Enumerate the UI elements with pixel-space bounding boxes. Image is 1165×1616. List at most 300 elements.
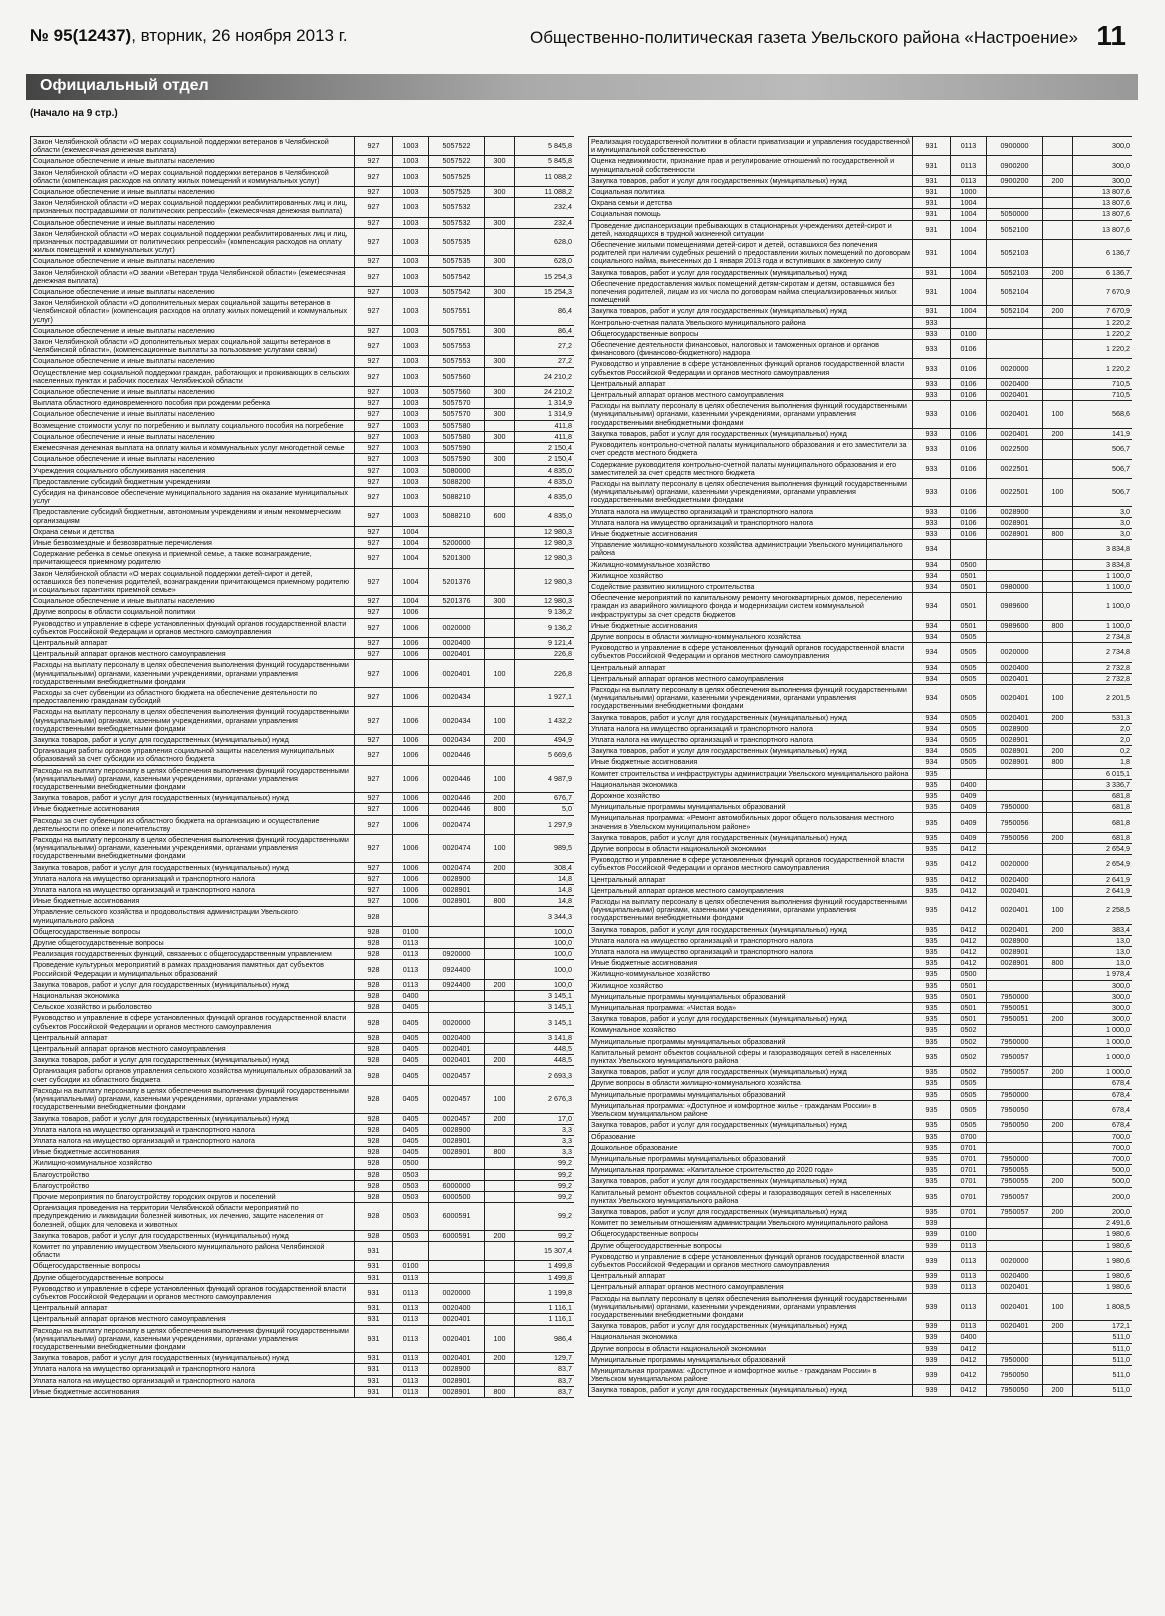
row-ministry: 935 [913,1165,951,1176]
row-ministry: 939 [913,1240,951,1251]
row-amount: 6 015,1 [1073,768,1133,779]
row-expense-type: 800 [485,1386,515,1397]
row-ministry: 935 [913,1176,951,1187]
row-name: Социальная политика [589,187,913,198]
row-expense-type: 200 [1043,712,1073,723]
row-target: 0020400 [987,1271,1043,1282]
row-ministry: 939 [913,1282,951,1293]
row-name: Закупка товаров, работ и услуг для государственных (муниципальных) нужд [31,793,355,804]
row-section: 0106 [951,378,987,389]
row-target: 0028901 [987,517,1043,528]
row-ministry: 931 [913,198,951,209]
row-name: Муниципальные программы муниципальных образований [589,1153,913,1164]
row-expense-type: 100 [485,765,515,793]
row-expense-type [1043,1332,1073,1343]
row-expense-type [1043,593,1073,621]
row-section: 1006 [393,793,429,804]
row-target: 0028900 [429,873,485,884]
row-amount: 1 100,0 [1073,581,1133,592]
row-target: 7950055 [987,1165,1043,1176]
table-row [31,862,575,873]
table-row [589,935,1133,946]
row-expense-type [1043,662,1073,673]
row-ministry: 931 [913,267,951,278]
row-section: 1004 [393,526,429,537]
row-ministry: 928 [355,1147,393,1158]
row-section: 0505 [951,712,987,723]
row-ministry: 928 [355,1013,393,1032]
table-row [589,844,1133,855]
row-amount: 1 978,4 [1073,969,1133,980]
table-row [31,549,575,568]
row-ministry: 933 [913,390,951,401]
row-section: 0505 [951,1078,987,1089]
row-expense-type: 300 [485,156,515,167]
table-row [589,768,1133,779]
row-ministry: 934 [913,620,951,631]
table-row [589,1153,1133,1164]
table-row [31,409,575,420]
row-section: 0113 [393,1314,429,1325]
row-ministry: 928 [355,1230,393,1241]
table-row [31,325,575,336]
table-row [589,428,1133,439]
row-section: 0113 [951,1240,987,1251]
table-row [31,367,575,386]
row-expense-type [1043,1282,1073,1293]
table-row [589,328,1133,339]
row-name: Социальное обеспечение и иные выплаты населению [31,325,355,336]
row-section: 0505 [951,631,987,642]
table-row [31,431,575,442]
row-amount: 2 258,5 [1073,897,1133,925]
row-ministry: 933 [913,506,951,517]
table-row [589,991,1133,1002]
row-expense-type: 800 [1043,528,1073,539]
row-section: 0701 [951,1142,987,1153]
row-target: 5057580 [429,431,485,442]
row-target: 5057570 [429,398,485,409]
row-name: Закупка товаров, работ и услуг для государственных (муниципальных) нужд [589,924,913,935]
row-target [429,1272,485,1283]
row-name: Социальное обеспечение и иные выплаты населению [31,217,355,228]
row-amount: 0,2 [1073,746,1133,757]
table-row [31,1203,575,1231]
row-ministry: 927 [355,873,393,884]
row-name: Иные бюджетные ассигнования [589,528,913,539]
row-section: 0113 [393,1386,429,1397]
row-target [987,540,1043,559]
row-target: 5057532 [429,198,485,217]
row-section: 1003 [393,398,429,409]
table-row [31,465,575,476]
row-section: 0505 [951,1089,987,1100]
row-section: 0701 [951,1153,987,1164]
table-row [589,791,1133,802]
table-row [589,340,1133,359]
row-target [987,187,1043,198]
row-amount: 172,1 [1073,1321,1133,1332]
row-amount: 6 136,7 [1073,240,1133,268]
row-target: 5057532 [429,217,485,228]
row-amount: 1 116,1 [515,1314,575,1325]
table-row [589,1078,1133,1089]
row-amount: 308,4 [515,862,575,873]
row-ministry: 928 [355,1180,393,1191]
row-amount: 1 000,0 [1073,1047,1133,1066]
row-target [987,1218,1043,1229]
row-expense-type: 300 [485,356,515,367]
row-target [987,559,1043,570]
row-name: Сельское хозяйство и рыболовство [31,1002,355,1013]
row-section: 1006 [393,649,429,660]
table-row [589,1282,1133,1293]
row-expense-type [1043,1142,1073,1153]
row-expense-type [485,1272,515,1283]
table-row [31,1230,575,1241]
row-amount: 448,5 [515,1044,575,1055]
row-name: Ежемесячная денежная выплата на оплату жилья и коммунальных услуг многодетной семье [31,443,355,454]
row-section: 0106 [951,359,987,378]
row-ministry: 935 [913,980,951,991]
row-target: 5201376 [429,568,485,596]
row-section: 0412 [951,958,987,969]
table-row [589,723,1133,734]
table-row [31,835,575,863]
row-ministry: 931 [913,187,951,198]
row-name: Центральный аппарат [589,378,913,389]
row-name: Муниципальные программы муниципальных образований [589,1089,913,1100]
row-name: Общегосударственные вопросы [589,1229,913,1240]
table-row [31,420,575,431]
row-target [429,1261,485,1272]
row-target: 0020446 [429,765,485,793]
table-row [589,684,1133,712]
table-row [589,779,1133,790]
row-amount: 1 927,1 [515,687,575,706]
table-row [31,526,575,537]
row-name: Центральный аппарат [589,874,913,885]
row-amount: 511,0 [1073,1354,1133,1365]
row-expense-type: 300 [485,256,515,267]
row-amount: 2 641,9 [1073,874,1133,885]
row-expense-type [1043,1025,1073,1036]
row-amount: 628,0 [515,228,575,256]
row-amount: 1 314,9 [515,398,575,409]
row-target: 0020401 [987,673,1043,684]
row-expense-type [485,1375,515,1386]
row-target: 0020400 [429,1032,485,1043]
row-amount: 2,0 [1073,723,1133,734]
row-name: Уплата налога на имущество организаций и транспортного налога [31,1364,355,1375]
table-row [589,832,1133,843]
row-expense-type: 200 [1043,746,1073,757]
row-amount: 200,0 [1073,1206,1133,1217]
row-section: 1003 [393,356,429,367]
row-ministry: 935 [913,832,951,843]
table-row [31,1272,575,1283]
row-target: 5201300 [429,549,485,568]
row-target [429,526,485,537]
row-target: 5057551 [429,298,485,326]
row-target: 0020000 [429,1013,485,1032]
table-row [31,1303,575,1314]
row-section: 0505 [951,1120,987,1131]
row-expense-type [485,746,515,765]
continued-note: (Начало на 9 стр.) [30,108,118,119]
row-amount: 12 980,3 [515,526,575,537]
row-expense-type [485,991,515,1002]
table-row [589,1354,1133,1365]
row-amount: 3 834,8 [1073,559,1133,570]
row-name: Социальное обеспечение и иные выплаты населению [31,596,355,607]
row-expense-type [1043,459,1073,478]
row-amount: 13,0 [1073,947,1133,958]
row-section: 1004 [393,596,429,607]
row-name: Расходы на выплату персоналу в целях обеспечения выполнения функций государственными (муниципальными) органами, казенными учреждениями, органами управления государственными внебюджетными фондами [589,1293,913,1321]
row-ministry: 927 [355,167,393,186]
row-name: Муниципальные программы муниципальных образований [589,991,913,1002]
row-name: Социальное обеспечение и иные выплаты населению [31,256,355,267]
row-target: 0020000 [429,1283,485,1302]
row-section: 0501 [951,991,987,1002]
row-target: 5052104 [987,278,1043,306]
row-ministry: 928 [355,1203,393,1231]
row-target: 5057570 [429,409,485,420]
row-amount: 5,0 [515,804,575,815]
row-name: Содержание ребенка в семье опекуна и приемной семье, а также вознаграждение, причитающееся приемному родителю [31,549,355,568]
row-ministry: 927 [355,298,393,326]
row-section: 1004 [951,267,987,278]
section-title: Официальный отдел [40,77,209,94]
table-row [31,885,575,896]
row-expense-type: 800 [1043,958,1073,969]
row-amount: 500,0 [1073,1176,1133,1187]
row-name: Закупка товаров, работ и услуг для государственных (муниципальных) нужд [589,1206,913,1217]
row-name: Обеспечение мероприятий по капитальному ремонту многоквартирных домов, переселению граждан из аварийного жилищного фонда и модернизации систем коммунальной инфраструктуры за счет средств бюджетов [589,593,913,621]
row-ministry: 939 [913,1365,951,1384]
table-row [31,476,575,487]
row-ministry: 939 [913,1385,951,1396]
row-name: Другие общегосударственные вопросы [31,1272,355,1283]
row-target [987,328,1043,339]
row-section: 1003 [393,217,429,228]
row-target: 0020000 [429,618,485,637]
row-expense-type [485,487,515,506]
row-ministry: 935 [913,1120,951,1131]
row-target: 0028901 [987,528,1043,539]
row-ministry: 933 [913,428,951,439]
row-section: 1003 [393,228,429,256]
row-ministry: 935 [913,897,951,925]
row-target [987,340,1043,359]
row-target [987,1025,1043,1036]
row-name: Закупка товаров, работ и услуг для государственных (муниципальных) нужд [31,734,355,745]
row-amount: 1 980,6 [1073,1251,1133,1270]
row-target: 0020401 [987,428,1043,439]
row-target: 0020457 [429,1113,485,1124]
row-ministry: 931 [913,137,951,156]
row-expense-type [1043,278,1073,306]
row-section: 1003 [393,367,429,386]
row-amount: 2 732,8 [1073,662,1133,673]
row-expense-type [485,949,515,960]
row-expense-type [1043,1343,1073,1354]
row-ministry: 931 [913,220,951,239]
row-expense-type [485,885,515,896]
table-row [589,528,1133,539]
row-amount: 12 980,3 [515,537,575,548]
row-amount: 99,2 [515,1230,575,1241]
row-expense-type [1043,969,1073,980]
table-row [31,607,575,618]
row-name: Социальное обеспечение и иные выплаты населению [31,287,355,298]
row-ministry: 931 [355,1386,393,1397]
row-name: Уплата налога на имущество организаций и транспортного налога [31,1124,355,1135]
row-name: Муниципальная программа: «Ремонт автомобильных дорог общего пользования местного значения в Увельском муниципальном районе» [589,813,913,832]
row-target: 0020401 [987,712,1043,723]
row-name: Уплата налога на имущество организаций и транспортного налога [31,1375,355,1386]
row-ministry: 927 [355,465,393,476]
row-name: Муниципальная программа: «Чистая вода» [589,1003,913,1014]
table-row [31,1283,575,1302]
row-ministry: 935 [913,885,951,896]
row-target: 5057560 [429,387,485,398]
table-row [31,1124,575,1135]
row-section: 0412 [951,855,987,874]
row-expense-type [1043,1187,1073,1206]
row-section: 1003 [393,167,429,186]
row-name: Руководство и управление в сфере установленных функций органов государственной власти субъектов Российской Федерации и органов местного самоуправления [589,1251,913,1270]
row-ministry: 928 [355,1066,393,1085]
row-expense-type [1043,980,1073,991]
row-name: Иные безвозмездные и безвозвратные перечисления [31,537,355,548]
row-amount: 4 835,0 [515,465,575,476]
row-section: 1003 [393,337,429,356]
row-name: Национальная экономика [31,991,355,1002]
table-row [589,1120,1133,1131]
table-row [589,137,1133,156]
row-expense-type [1043,328,1073,339]
row-expense-type: 800 [1043,757,1073,768]
row-expense-type: 200 [1043,1176,1073,1187]
row-section: 0100 [951,328,987,339]
row-target [429,1241,485,1260]
row-expense-type [1043,1036,1073,1047]
row-name: Уплата налога на имущество организаций и транспортного налога [589,517,913,528]
row-target [429,991,485,1002]
row-name: Жилищно-коммунальное хозяйство [31,1158,355,1169]
row-expense-type [1043,802,1073,813]
row-amount: 15 254,3 [515,267,575,286]
table-row [31,707,575,735]
row-target: 5057542 [429,267,485,286]
row-expense-type [485,1032,515,1043]
row-section: 0113 [393,1272,429,1283]
row-target: 0020400 [429,1303,485,1314]
table-row [31,746,575,765]
row-ministry: 934 [913,643,951,662]
row-name: Возмещение стоимости услуг по погребению и выплату социального пособия на погребение [31,420,355,431]
row-target: 7950000 [987,1354,1043,1365]
row-expense-type: 300 [485,454,515,465]
row-amount: 14,8 [515,885,575,896]
row-ministry: 935 [913,935,951,946]
row-expense-type: 200 [1043,832,1073,843]
table-row [31,687,575,706]
row-name: Расходы на выплату персоналу в целях обеспечения выполнения функций государственными (муниципальными) органами, казенными учреждениями, органами управления государственными внебюджетными фондами [31,1085,355,1113]
table-row [31,1325,575,1353]
table-row [589,1176,1133,1187]
table-row [31,1032,575,1043]
row-section: 1003 [393,476,429,487]
row-section: 0503 [393,1230,429,1241]
row-expense-type [1043,1365,1073,1384]
row-ministry: 927 [355,549,393,568]
row-target: 0028901 [987,734,1043,745]
row-name: Оценка недвижимости, признание прав и регулирование отношений по государственной и муниципальной собственности [589,156,913,175]
row-ministry: 935 [913,874,951,885]
table-row [31,387,575,398]
row-ministry: 935 [913,1089,951,1100]
row-target: 0020000 [987,359,1043,378]
row-ministry: 933 [913,528,951,539]
table-row [589,1229,1133,1240]
row-target [987,570,1043,581]
row-name: Иные бюджетные ассигнования [31,804,355,815]
row-name: Проведение диспансеризации пребывающих в стационарных учреждениях детей-сирот и детей, находящихся в трудной жизненной ситуации [589,220,913,239]
table-row [589,156,1133,175]
row-amount: 3,3 [515,1135,575,1146]
row-target: 5057522 [429,156,485,167]
row-ministry: 931 [913,240,951,268]
row-target: 0028901 [429,1386,485,1397]
row-ministry: 933 [913,328,951,339]
row-section: 1006 [393,687,429,706]
row-section: 1006 [393,804,429,815]
row-expense-type [485,476,515,487]
row-section: 0113 [393,938,429,949]
row-expense-type: 200 [485,734,515,745]
table-row [31,228,575,256]
row-ministry: 935 [913,1142,951,1153]
row-expense-type [485,198,515,217]
row-section: 0113 [393,949,429,960]
table-row [31,1113,575,1124]
row-target: 0028900 [987,935,1043,946]
row-ministry: 934 [913,662,951,673]
row-target: 6000591 [429,1230,485,1241]
row-target [987,1229,1043,1240]
table-row [589,559,1133,570]
row-ministry: 934 [913,746,951,757]
table-row [31,907,575,926]
row-ministry: 927 [355,507,393,526]
row-section: 0501 [951,1014,987,1025]
row-target [429,926,485,937]
row-section: 0106 [951,506,987,517]
row-section: 0400 [393,991,429,1002]
row-name: Руководство и управление в сфере установленных функций органов государственной власти субъектов Российской Федерации и органов местного самоуправления [31,1013,355,1032]
row-expense-type [485,1169,515,1180]
row-amount: 681,8 [1073,802,1133,813]
row-amount: 511,0 [1073,1365,1133,1384]
row-expense-type [485,1180,515,1191]
row-ministry: 927 [355,687,393,706]
row-expense-type: 200 [1043,1385,1073,1396]
row-name: Расходы на выплату персоналу в целях обеспечения выполнения функций государственными (муниципальными) органами, казенными учреждениями, органами управления государственными внебюджетными фондами [31,707,355,735]
row-expense-type [1043,198,1073,209]
